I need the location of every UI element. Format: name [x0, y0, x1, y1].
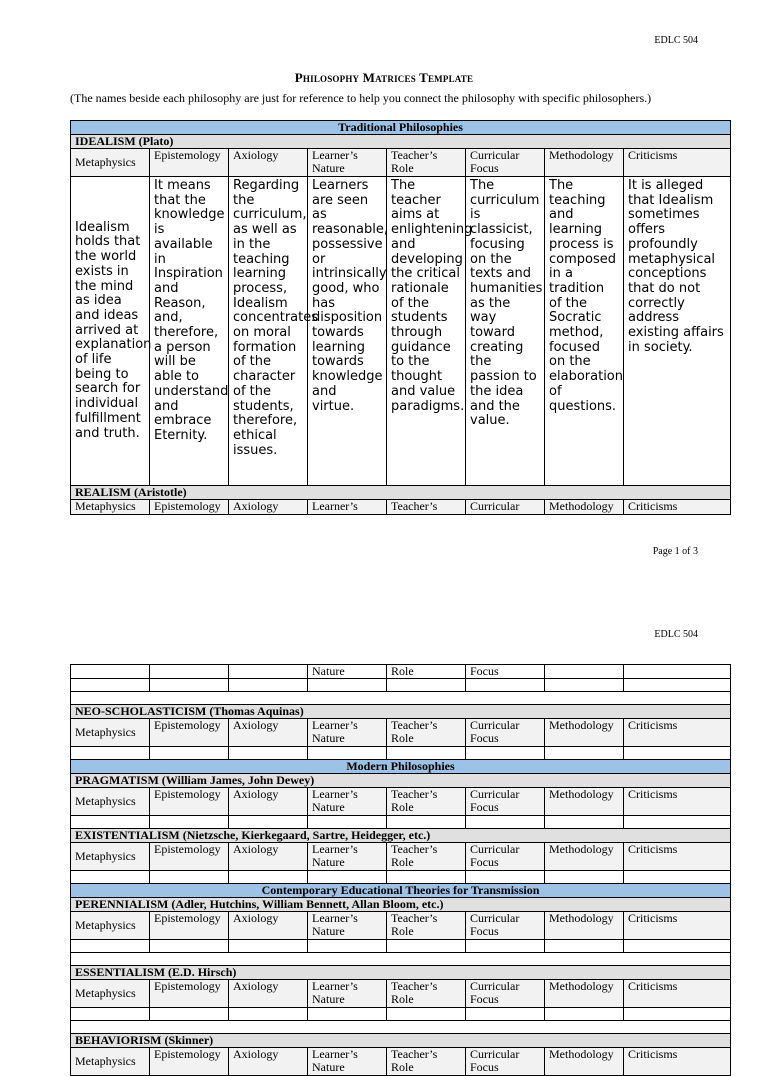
header-teachers-role: Teacher’s Role: [387, 788, 466, 816]
header-methodology: Methodology: [545, 980, 624, 1008]
course-code: EDLC 504: [654, 629, 698, 640]
header-criticisms: Criticisms: [624, 912, 731, 940]
header-teachers-role: Teacher’s Role: [387, 843, 466, 871]
header-axiology: Axiology: [229, 719, 308, 747]
header-epistemology: Epistemology: [150, 980, 229, 1008]
header-curricular-focus: Curricular Focus: [466, 719, 545, 747]
header-curricular-focus: Curricular Focus: [466, 149, 545, 177]
idealism-metaphysics: Idealism holds that the world exists in the mind as idea and ideas arrived at explanation of life being to search for individual fulfillment and truth.: [71, 177, 150, 486]
header-criticisms: Criticisms: [624, 500, 731, 515]
header-learners-nature: Nature: [308, 665, 387, 679]
header-teachers-role: Role: [387, 665, 466, 679]
header-curricular-focus: Curricular Focus: [466, 843, 545, 871]
idealism-learners-nature: Learners are seen as reasonable, possessive or intrinsically good, who has disposition towards learning towards knowledge and virtue.: [308, 177, 387, 486]
header-curricular-focus: Curricular Focus: [466, 980, 545, 1008]
idealism-teachers-role: The teacher aims at enlightening and developing the critical rationale of the students through guidance to the thought and value paradigms.: [387, 177, 466, 486]
header-methodology: Methodology: [545, 500, 624, 515]
existentialism-entry-row: [71, 871, 731, 884]
idealism-criticisms: It is alleged that Idealism sometimes offers profoundly metaphysical conceptions that do not correctly address existing affairs in society.: [624, 177, 731, 486]
course-code: EDLC 504: [654, 35, 698, 46]
header-epistemology: Epistemology: [150, 1048, 229, 1076]
philosophy-behaviorism: BEHAVIORISM (Skinner): [71, 1034, 731, 1048]
essentialism-entry-row: [71, 1008, 731, 1021]
header-criticisms: Criticisms: [624, 719, 731, 747]
idealism-methodology: The teaching and learning process is composed in a tradition of the Socratic method, focused on the elaboration of questions.: [545, 177, 624, 486]
idealism-curricular-focus: The curriculum is classicist, focusing on the texts and humanities as the way toward creating the passion to the idea and the value.: [466, 177, 545, 486]
header-axiology: Axiology: [229, 1048, 308, 1076]
idealism-axiology: Regarding the curriculum, as well as in the teaching learning process, Idealism concentrates on moral formation of the character of the students, therefore, ethical issues.: [229, 177, 308, 486]
header-teachers-role: Teacher’s: [387, 500, 466, 515]
philosophy-idealism: IDEALISM (Plato): [71, 135, 731, 149]
section-modern: Modern Philosophies: [71, 760, 731, 774]
header-learners-nature: Learner’s Nature: [308, 719, 387, 747]
document-title: Philosophy Matrices Template: [294, 70, 474, 85]
header-epistemology: Epistemology: [150, 912, 229, 940]
header-epistemology: Epistemology: [150, 788, 229, 816]
header-methodology: Methodology: [545, 1048, 624, 1076]
philosophy-pragmatism: PRAGMATISM (William James, John Dewey): [71, 774, 731, 788]
philosophy-essentialism: ESSENTIALISM (E.D. Hirsch): [71, 966, 731, 980]
header-learners-nature: Learner’s Nature: [308, 980, 387, 1008]
header-metaphysics: Metaphysics: [71, 719, 150, 747]
header-curricular-focus: Curricular Focus: [466, 912, 545, 940]
header-methodology: Methodology: [545, 149, 624, 177]
header-metaphysics: Metaphysics: [71, 843, 150, 871]
header-learners-nature: Learner’s: [308, 500, 387, 515]
header-criticisms: Criticisms: [624, 149, 731, 177]
reference-note: (The names beside each philosophy are just for reference to help you connect the philosophy with specific philosophers.): [70, 91, 652, 105]
header-axiology: Axiology: [229, 788, 308, 816]
header-methodology: Methodology: [545, 719, 624, 747]
header-criticisms: Criticisms: [624, 980, 731, 1008]
header-curricular-focus: Curricular Focus: [466, 1048, 545, 1076]
header-metaphysics: Metaphysics: [71, 500, 150, 515]
header-axiology: Axiology: [229, 149, 308, 177]
philosophy-existentialism: EXISTENTIALISM (Nietzsche, Kierkegaard, Sartre, Heidegger, etc.): [71, 829, 731, 843]
header-axiology: Axiology: [229, 980, 308, 1008]
realism-entry-row: [71, 679, 731, 692]
header-learners-nature: Learner’s Nature: [308, 788, 387, 816]
header-teachers-role: Teacher’s Role: [387, 719, 466, 747]
header-learners-nature: Learner’s Nature: [308, 149, 387, 177]
header-learners-nature: Learner’s Nature: [308, 843, 387, 871]
header-epistemology: Epistemology: [150, 719, 229, 747]
header-learners-nature: Learner’s Nature: [308, 1048, 387, 1076]
header-epistemology: Epistemology: [150, 843, 229, 871]
header-curricular-focus: Curricular Focus: [466, 788, 545, 816]
header-teachers-role: Teacher’s Role: [387, 149, 466, 177]
header-criticisms: Criticisms: [624, 788, 731, 816]
pragmatism-entry-row: [71, 816, 731, 829]
page-number: Page 1 of 3: [652, 546, 698, 557]
idealism-epistemology: It means that the knowledge is available in Inspiration and Reason, and, therefore, a person will be able to understand and embrace Eternity.: [150, 177, 229, 486]
header-metaphysics: Metaphysics: [71, 149, 150, 177]
perennialism-entry-row: [71, 940, 731, 953]
header-teachers-role: Teacher’s Role: [387, 1048, 466, 1076]
header-methodology: Methodology: [545, 843, 624, 871]
header-curricular-focus: Focus: [466, 665, 545, 679]
section-contemporary: Contemporary Educational Theories for Transmission: [71, 884, 731, 898]
philosophy-neo-scholasticism: NEO-SCHOLASTICISM (Thomas Aquinas): [71, 705, 731, 719]
neo-scholasticism-entry-row: [71, 747, 731, 760]
header-axiology: Axiology: [229, 843, 308, 871]
header-axiology: Axiology: [229, 912, 308, 940]
header-methodology: Methodology: [545, 788, 624, 816]
header-metaphysics: Metaphysics: [71, 788, 150, 816]
header-metaphysics: Metaphysics: [71, 1048, 150, 1076]
header-curricular-focus: Curricular: [466, 500, 545, 515]
philosophy-matrix-table-2: [70, 664, 731, 1076]
header-teachers-role: Teacher’s Role: [387, 912, 466, 940]
header-metaphysics: Metaphysics: [71, 980, 150, 1008]
philosophy-perennialism: PERENNIALISM (Adler, Hutchins, William Bennett, Allan Bloom, etc.): [71, 898, 731, 912]
header-methodology: Methodology: [545, 912, 624, 940]
header-epistemology: Epistemology: [150, 500, 229, 515]
header-epistemology: Epistemology: [150, 149, 229, 177]
section-traditional: Traditional Philosophies: [71, 121, 731, 135]
header-learners-nature: Learner’s Nature: [308, 912, 387, 940]
philosophy-realism: REALISM (Aristotle): [71, 486, 731, 500]
header-criticisms: Criticisms: [624, 1048, 731, 1076]
header-metaphysics: Metaphysics: [71, 912, 150, 940]
header-axiology: Axiology: [229, 500, 308, 515]
header-teachers-role: Teacher’s Role: [387, 980, 466, 1008]
header-criticisms: Criticisms: [624, 843, 731, 871]
